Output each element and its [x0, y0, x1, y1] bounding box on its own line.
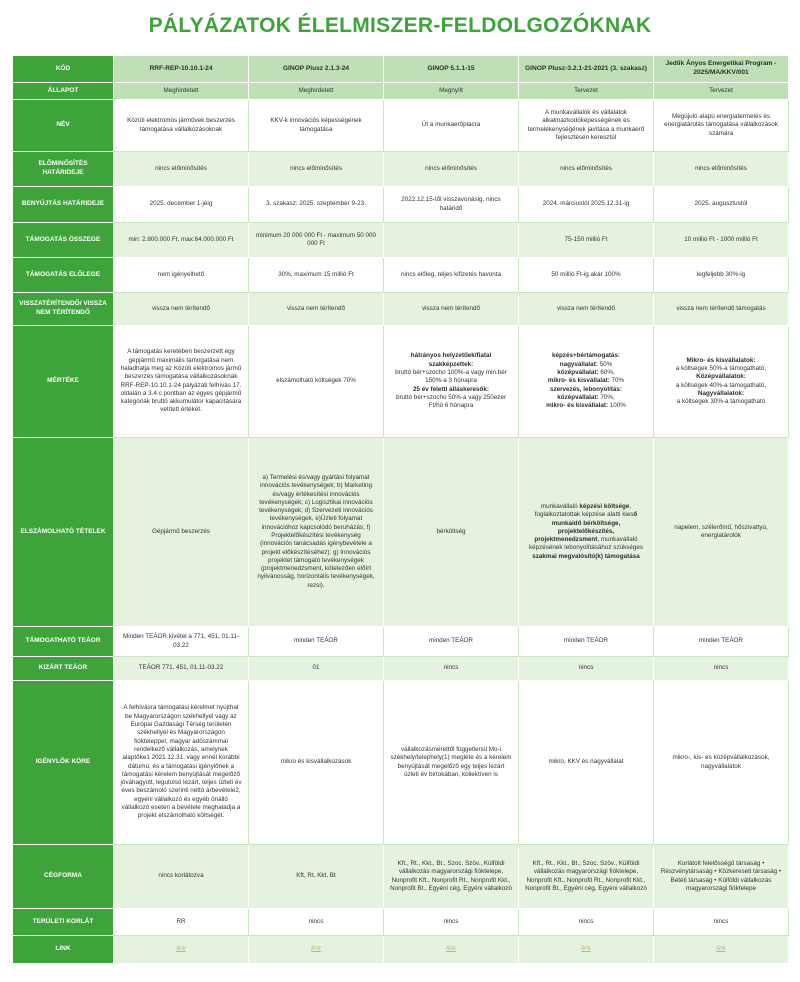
refundable-cell: vissza nem térítendő — [114, 293, 249, 326]
page-title: PÁLYÁZATOK ÉLELMISZER-FELDOLGOZÓKNAK — [148, 14, 652, 37]
row-label: KÓD — [13, 56, 114, 83]
grant-name: Út a munkaerőpiacra — [384, 100, 519, 152]
rate-value: 60%, — [600, 369, 615, 377]
excluded-teaor-cell: 01 — [249, 657, 384, 681]
row-visszateritendo — [13, 293, 789, 326]
teaor-cell: minden TEÁOR — [384, 627, 519, 657]
grant-link[interactable]: link — [446, 945, 456, 953]
row-allapot — [13, 83, 789, 100]
grant-code: RRF-REP-10.10.1-24 — [114, 56, 249, 83]
territorial-cell: nincs — [384, 909, 519, 936]
rate-heading: Nagyvállalatok: — [697, 389, 745, 397]
prequalification-cell: nincs előminősítés — [249, 152, 384, 187]
rate-label: nagyvállalat: — [559, 360, 598, 368]
advance-cell: legfeljebb 30%-ig — [654, 258, 789, 293]
advance-cell: 50 millió Ft-ig akár 100% — [519, 258, 654, 293]
grant-link[interactable]: link — [176, 945, 186, 953]
rate-cell — [519, 326, 654, 438]
rate-heading: képzés+bértámogatás: — [551, 352, 621, 360]
status-cell: Megnyílt — [384, 83, 519, 100]
rate-heading: Mikro- és kisvállalatok: — [686, 356, 756, 364]
amount-cell: 10 millió Ft - 1000 millió Ft — [654, 223, 789, 258]
row-label: TÁMOGATÁS ÖSSZEGE — [13, 223, 114, 258]
grant-name: A munkavállalók és vállalatok alkalmazkodóképességének és termelékenységének javítása a munkaerő fejlesztésén keresztül — [519, 100, 654, 152]
row-label: KIZÁRT TEÁOR — [13, 657, 114, 681]
territorial-cell: nincs — [654, 909, 789, 936]
eligible-bold: ő munkaidő bérköltsége, projektelőkészítés, projektmenedzsment — [534, 511, 638, 544]
row-label: ÁLLAPOT — [13, 83, 114, 100]
rate-heading: hátrányos helyzetűek/fiatal szakképzettek: — [410, 352, 492, 368]
row-label: ELSZÁMOLHATÓ TÉTELEK — [13, 438, 114, 627]
link-cell — [384, 936, 519, 964]
refundable-cell: vissza nem térítendő — [384, 293, 519, 326]
rate-label: középvállalat: — [557, 369, 599, 377]
rate-label: mikro- és kisvállalat: — [547, 377, 610, 385]
row-label: VISSZATÉRÍTENDŐ/ VISSZA NEM TÉRÍTENDŐ — [13, 293, 114, 326]
row-osszeg — [13, 223, 789, 258]
prequalification-cell: nincs előminősítés — [519, 152, 654, 187]
teaor-cell: minden TEÁOR — [519, 627, 654, 657]
row-teruleti — [13, 909, 789, 936]
rate-heading: szervezés, lebonyolítás: — [549, 385, 623, 393]
row-elominosites — [13, 152, 789, 187]
status-cell: Meghirdetett — [249, 83, 384, 100]
row-label: NÉV — [13, 100, 114, 152]
grant-code: Jedlik Ányos Energetikai Program - 2025/MA/KKV/001 — [654, 56, 789, 83]
grant-name: Megújuló alapú energiatermelés és energiatárolás támogatása vállalkozások számára — [654, 100, 789, 152]
row-tetelek — [13, 438, 789, 627]
row-link — [13, 936, 789, 964]
company-form-cell: nincs korlátozva — [114, 845, 249, 909]
rate-value: 50% — [599, 360, 613, 368]
grant-code: GINOP 5.1.1-15 — [384, 56, 519, 83]
row-label: TERÜLETI KORLÁT — [13, 909, 114, 936]
teaor-cell: minden TEÁOR — [654, 627, 789, 657]
deadline-cell: 2025. december 1-jéig — [114, 187, 249, 223]
advance-cell: 30%, maximum 15 millió Ft — [249, 258, 384, 293]
grant-code: GINOP Plusz 2.1.3-24 — [249, 56, 384, 83]
deadline-cell: 2022.12.15-től visszavonásig, nincs határidő — [384, 187, 519, 223]
row-label: TÁMOGATÁS ELŐLEGE — [13, 258, 114, 293]
deadline-cell: 2024. márciustól 2025.12.31-ig — [519, 187, 654, 223]
grant-name: Közúti elektromos járművek beszerzés támogatása vállalkozásoknak — [114, 100, 249, 152]
grant-link[interactable]: link — [716, 945, 726, 953]
rate-heading: 25 év feletti álláskeresők: — [413, 385, 489, 393]
row-igenylok — [13, 681, 789, 845]
rate-label: középvállalat: — [557, 393, 599, 401]
row-teaor — [13, 627, 789, 657]
eligible-text: munkavállaló — [540, 502, 578, 510]
link-cell — [654, 936, 789, 964]
rate-cell: elszámolható költségek 70% — [249, 326, 384, 438]
rate-text: a költségek 30%-a támogatható — [676, 398, 766, 406]
applicants-cell: mikro és kisvállalkozások — [249, 681, 384, 845]
excluded-teaor-cell: nincs — [654, 657, 789, 681]
amount-cell: 75-150 millió Ft — [519, 223, 654, 258]
eligible-items-cell: napelem, szélerőmű, hőszivattyú, energiatárolók — [654, 438, 789, 627]
rate-cell — [654, 326, 789, 438]
territorial-cell: RR — [114, 909, 249, 936]
rate-cell — [384, 326, 519, 438]
company-form-cell: Kft., Rt., Kkt., Bt., Szoc. Szöv., Külföldi vállalkozás magyarországi fióktelepe, Nonprofit Kft., Nonprofit Rt., Nonprofit Kkt., Nonprofit Bt., Egyéni cég, Egyéni vállalkozó — [519, 845, 654, 909]
row-label: IGÉNYLŐK KÖRE — [13, 681, 114, 845]
excluded-teaor-cell: TEÁOR 771, 451, 01.11-03.22 — [114, 657, 249, 681]
grant-name: KKV-k innovációs képességének támogatása — [249, 100, 384, 152]
excluded-teaor-cell: nincs — [519, 657, 654, 681]
company-form-cell: Kft, Rt, Kkt, Bt — [249, 845, 384, 909]
eligible-bold: szakmai megvalósító(k) támogatása — [532, 552, 640, 560]
grant-link[interactable]: link — [581, 945, 591, 953]
row-mertek — [13, 326, 789, 438]
grant-link[interactable]: link — [311, 945, 321, 953]
row-nev — [13, 100, 789, 152]
rate-text: bruttó bér+szocho 100%-a vagy min.bér 150%-a 3 hónapra — [395, 369, 507, 385]
row-eloleg — [13, 258, 789, 293]
amount-cell — [384, 223, 519, 258]
rate-label: mikro- és kisvállalat: — [546, 402, 609, 410]
prequalification-cell: nincs előminősítés — [654, 152, 789, 187]
eligible-items-cell: Gépjármű beszerzés — [114, 438, 249, 627]
rate-cell: A támogatás keretében beszerzett egy gépjármű maximális támogatása nem haladhatja meg az Közúti elektromos jármű beszerzés támogatása vállalkozásoknak RRF-REP-10.10.1-24 pályázati felhívás 17. oldalán a 3.4.c pontban az egyes gépjármű kategóriák bruttó akkumulátor kapacitására vetített értékét. — [114, 326, 249, 438]
prequalification-cell: nincs előminősítés — [384, 152, 519, 187]
deadline-cell: 2025. augusztustól — [654, 187, 789, 223]
eligible-text: , munkavállaló képzésének lebonyolításához szükséges — [528, 536, 644, 552]
refundable-cell: vissza nem térítendő támogatás — [654, 293, 789, 326]
company-form-cell: Korlátolt felelősségű társaság • Részvénytársaság • Közkereseti társaság • Betéti társaság • Külföldi vállalkozás magyarországi fióktelepe — [654, 845, 789, 909]
applicants-cell: vállalkozásmérettől függetlenül Mo-i székhely/telephely(1) megléte és a kérelem benyújtását megelőző egy teljes lezárt üzleti év birtokában, kollektíven is — [384, 681, 519, 845]
rate-value: 70%, — [600, 393, 615, 401]
refundable-cell: vissza nem térítendő — [519, 293, 654, 326]
rate-text: bruttó bér+szocho 50%-a vagy 250ezer Ft/hó 6 hónapra — [395, 393, 507, 410]
teaor-cell: Minden TEÁOR kivétel a 771, 451, 01.11-03.22 — [114, 627, 249, 657]
excluded-teaor-cell: nincs — [384, 657, 519, 681]
eligible-text: , foglalkoztatottak képzése alatti kies — [534, 502, 634, 519]
eligible-items-cell: bérköltség — [384, 438, 519, 627]
status-cell: Tervezet — [654, 83, 789, 100]
row-label: LINK — [13, 936, 114, 964]
row-benyujtas — [13, 187, 789, 223]
row-label: BENYÚJTÁS HATÁRIDEJE — [13, 187, 114, 223]
link-cell — [519, 936, 654, 964]
eligible-items-cell — [519, 438, 654, 627]
row-kod — [13, 56, 789, 83]
prequalification-cell: nincs előminősítés — [114, 152, 249, 187]
refundable-cell: vissza nem térítendő — [249, 293, 384, 326]
advance-cell: nincs előleg, teljes kifizetés havonta — [384, 258, 519, 293]
rate-value: 70% — [611, 377, 625, 385]
row-kizart — [13, 657, 789, 681]
rate-text: a költségek 50%-a támogatható, — [675, 364, 767, 372]
applicants-cell: A felhívásra támogatási kérelmet nyújthat be Magyarországon székhellyel vagy az Európai Gazdasági Térség területén székhellyel és Magyarországon fiókteleppel, magyar adószámmal rendelkező vállalkozás, amelynek alaptőke1 2021.12.31. vagy ennél korábbi dátumú, és a támogatási igénylőnek a támogatási kérelem benyújtását megelőző jóváhagyott, legutolsó lezárt, teljes üzleti év éves beszámoló szerinti nettó árbevétele2, egyéni vállalkozó és egyéb önálló vállalkozó esetén a bevétele meghaladja a projekt elszámolható költségét. — [114, 681, 249, 845]
company-form-cell: Kft., Rt., Kkt., Bt., Szoc. Szöv., Külföldi vállalkozás magyarországi fióktelepe, Nonprofit Kft., Nonprofit Rt., Nonprofit Kkt., Nonprofit Bt., Egyéni cég, Egyéni vállalkozó — [384, 845, 519, 909]
rate-text: a költségek 40%-a támogatható, — [675, 381, 767, 389]
applicants-cell: mikro-, kis- és középvállalkozások, nagyvállalatok — [654, 681, 789, 845]
rate-value: 100% — [609, 402, 626, 410]
deadline-cell: 3. szakasz: 2025. szeptember 9-23. — [249, 187, 384, 223]
territorial-cell: nincs — [519, 909, 654, 936]
link-cell — [114, 936, 249, 964]
row-label: ELŐMINŐSÍTÉS HATÁRIDEJE — [13, 152, 114, 187]
applicants-cell: mikro, KKV és nagyvállalat — [519, 681, 654, 845]
row-label: TÁMOGATHATÓ TEÁOR — [13, 627, 114, 657]
teaor-cell: minden TEÁOR — [249, 627, 384, 657]
amount-cell: minimum 20 000 000 Ft - maximum 50 000 000 Ft — [249, 223, 384, 258]
row-label: CÉGFORMA — [13, 845, 114, 909]
row-label: MÉRTÉKE — [13, 326, 114, 438]
grant-code: GINOP Plusz-3.2.1-21-2021 (3. szakasz) — [519, 56, 654, 83]
eligible-items-cell: a) Termelési és/vagy gyártási folyamat innovációs tevékenységek; b) Marketing és/vagy értékesítési innovációs tevékenységek; c) Logisztikai innovációs tevékenységek; d) Szervezeti innovációs tevékenységek, e)Üzleti folyamat innovációhoz kapcsolódó beruházás; f) Projektelőkészítési tevékenység (innovációs tanácsadás igénybevétele a projekt előkészítéséhez); g) Innovációs projektet támogató tevékenységek (projektmenedzsment, kötelezően előírt nyilvánosság, horizontális tevékenységek, rezsi). — [249, 438, 384, 627]
territorial-cell: nincs — [249, 909, 384, 936]
grant-comparison-table — [12, 55, 789, 964]
eligible-bold: képzési költsége — [579, 502, 630, 510]
status-cell: Tervezet — [519, 83, 654, 100]
status-cell: Meghirdetett — [114, 83, 249, 100]
advance-cell: nem igényelhető — [114, 258, 249, 293]
link-cell — [249, 936, 384, 964]
row-cegforma — [13, 845, 789, 909]
rate-heading: Középvállalatok: — [696, 373, 746, 381]
amount-cell: min: 2.800.000 Ft, max:64.000.000 Ft — [114, 223, 249, 258]
